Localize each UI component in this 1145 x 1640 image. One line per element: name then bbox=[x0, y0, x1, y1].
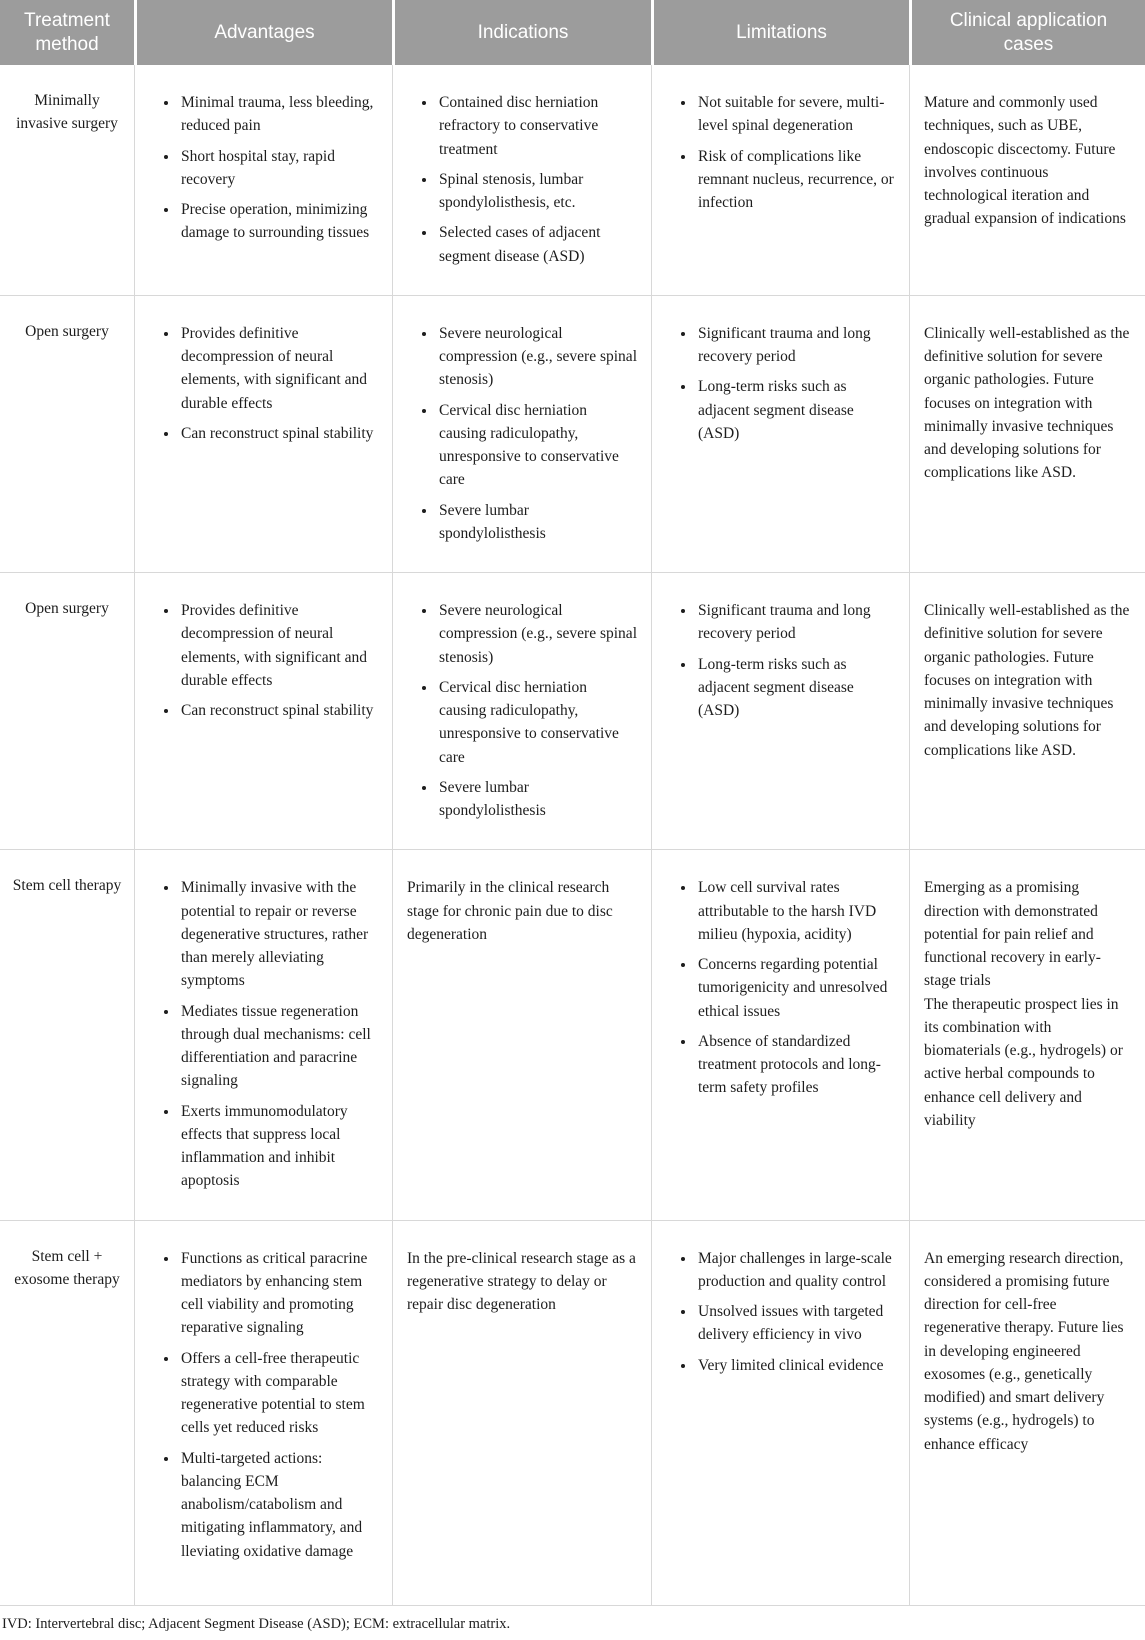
bullet-item: • Short hospital stay, rapid recovery bbox=[179, 145, 378, 192]
bullet-item: • Concerns regarding potential tumorigenicity and unresolved ethical issues bbox=[696, 953, 895, 1023]
bullet-item: • Can reconstruct spinal stability bbox=[179, 422, 378, 445]
cell-indications bbox=[392, 850, 651, 1219]
bullet-item: • Long-term risks such as adjacent segment disease (ASD) bbox=[696, 653, 895, 723]
bullet-item: • Severe lumbar spondylolisthesis bbox=[437, 499, 637, 546]
bullet-list bbox=[149, 91, 378, 245]
column-header-advantages: Advantages bbox=[134, 0, 392, 65]
cell-paragraph: Clinically well-established as the definitive solution for severe organic pathologies. Future focuses on integration with minimally invasive techniques and developing solutions for complications like ASD. bbox=[924, 324, 1130, 482]
column-header-indications: Indications bbox=[392, 0, 651, 65]
cell-paragraph: Emerging as a promising direction with demonstrated potential for pain relief and functional recovery in early-stage trials bbox=[924, 879, 1101, 990]
cell-indications bbox=[392, 296, 651, 572]
bullet-item: • Mediates tissue regeneration through dual mechanisms: cell differentiation and paracrine signaling bbox=[179, 1000, 378, 1093]
bullet-item: • Multi-targeted actions: balancing ECM anabolism/catabolism and mitigating inflammatory, and lleviating oxidative damage bbox=[179, 1447, 378, 1563]
cell-treatment-method: Stem cell therapy bbox=[12, 877, 122, 895]
bullet-item: • Provides definitive decompression of neural elements, with significant and durable effects bbox=[179, 322, 378, 415]
bullet-item: • Major challenges in large-scale production and quality control bbox=[696, 1247, 895, 1294]
cell-limitations bbox=[651, 573, 909, 849]
bullet-item: • Exerts immunomodulatory effects that suppress local inflammation and inhibit apoptosis bbox=[179, 1100, 378, 1193]
bullet-item: • Not suitable for severe, multi-level spinal degeneration bbox=[696, 91, 895, 138]
cell-clinical-application-cases bbox=[909, 850, 1145, 1219]
cell-clinical-application-cases bbox=[909, 296, 1145, 572]
bullet-item: • Minimal trauma, less bleeding, reduced pain bbox=[179, 91, 378, 138]
bullet-item: • Contained disc herniation refractory to conservative treatment bbox=[437, 91, 637, 161]
bullet-list bbox=[149, 876, 378, 1192]
bullet-item: • Cervical disc herniation causing radiculopathy, unresponsive to conservative care bbox=[437, 399, 637, 492]
cell-indications bbox=[392, 573, 651, 849]
table-row bbox=[0, 573, 1145, 850]
cell-clinical-application-cases bbox=[909, 573, 1145, 849]
table-row bbox=[0, 1221, 1145, 1606]
table-row bbox=[0, 850, 1145, 1220]
bullet-list bbox=[666, 599, 895, 722]
bullet-list bbox=[407, 599, 637, 822]
bullet-item: • Low cell survival rates attributable to the harsh IVD milieu (hypoxia, acidity) bbox=[696, 876, 895, 946]
bullet-list bbox=[407, 91, 637, 268]
bullet-item: • Severe neurological compression (e.g., severe spinal stenosis) bbox=[437, 322, 637, 392]
bullet-list bbox=[666, 322, 895, 445]
bullet-list bbox=[666, 876, 895, 1099]
table-row bbox=[0, 296, 1145, 573]
bullet-item: • Can reconstruct spinal stability bbox=[179, 699, 378, 722]
table-footnote: IVD: Intervertebral disc; Adjacent Segment Disease (ASD); ECM: extracellular matrix. bbox=[2, 1615, 511, 1632]
bullet-item: • Long-term risks such as adjacent segment disease (ASD) bbox=[696, 375, 895, 445]
cell-advantages bbox=[134, 1221, 392, 1605]
cell-paragraph: The therapeutic prospect lies in its combination with biomaterials (e.g., hydrogels) or active herbal compounds to enhance cell delivery and viability bbox=[924, 995, 1123, 1129]
column-header-clinical-application-cases: Clinical application cases bbox=[909, 0, 1145, 65]
bullet-list bbox=[666, 1247, 895, 1377]
bullet-item: • Significant trauma and long recovery period bbox=[696, 322, 895, 369]
cell-paragraph: Mature and commonly used techniques, such as UBE, endoscopic discectomy. Future involves continuous technological iteration and gradual expansion of indications bbox=[924, 94, 1126, 228]
bullet-item: • Significant trauma and long recovery period bbox=[696, 599, 895, 646]
bullet-item: • Cervical disc herniation causing radiculopathy, unresponsive to conservative care bbox=[437, 676, 637, 769]
bullet-item: • Selected cases of adjacent segment disease (ASD) bbox=[437, 221, 637, 268]
bullet-list bbox=[407, 322, 637, 545]
cell-paragraph: Clinically well-established as the definitive solution for severe organic pathologies. Future focuses on integration with minimally invasive techniques and developing solutions for complications like ASD. bbox=[924, 602, 1130, 759]
bullet-list bbox=[149, 1247, 378, 1563]
cell-limitations bbox=[651, 850, 909, 1219]
bullet-item: • Precise operation, minimizing damage to surrounding tissues bbox=[179, 198, 378, 245]
table-row bbox=[0, 65, 1145, 296]
bullet-item: • Absence of standardized treatment protocols and long-term safety profiles bbox=[696, 1030, 895, 1100]
cell-advantages bbox=[134, 573, 392, 849]
bullet-item: • Offers a cell-free therapeutic strategy with comparable regenerative potential to stem cells yet reduced risks bbox=[179, 1347, 378, 1440]
cell-indications bbox=[392, 65, 651, 295]
cell-treatment-method: Minimally invasive surgery bbox=[16, 92, 118, 133]
cell-treatment-method: Open surgery bbox=[25, 322, 109, 340]
bullet-item: • Severe lumbar spondylolisthesis bbox=[437, 776, 637, 823]
bullet-list bbox=[149, 322, 378, 445]
cell-advantages bbox=[134, 65, 392, 295]
bullet-item: • Risk of complications like remnant nucleus, recurrence, or infection bbox=[696, 145, 895, 215]
bullet-item: • Unsolved issues with targeted delivery efficiency in vivo bbox=[696, 1300, 895, 1347]
bullet-list bbox=[149, 599, 378, 722]
cell-treatment-method: Stem cell + exosome therapy bbox=[14, 1247, 120, 1288]
table-header-row bbox=[0, 0, 1145, 65]
cell-clinical-application-cases bbox=[909, 1221, 1145, 1605]
cell-advantages bbox=[134, 296, 392, 572]
column-header-treatment-method: Treatment method bbox=[0, 0, 134, 65]
cell-advantages bbox=[134, 850, 392, 1219]
bullet-item: • Severe neurological compression (e.g., severe spinal stenosis) bbox=[437, 599, 637, 669]
cell-treatment-method: Open surgery bbox=[25, 600, 109, 617]
cell-limitations bbox=[651, 1221, 909, 1605]
cell-limitations bbox=[651, 296, 909, 572]
bullet-item: • Functions as critical paracrine mediators by enhancing stem cell viability and promoting reparative signaling bbox=[179, 1247, 378, 1340]
cell-paragraph: In the pre-clinical research stage as a regenerative strategy to delay or repair disc degeneration bbox=[407, 1249, 636, 1313]
bullet-item: • Very limited clinical evidence bbox=[696, 1354, 895, 1377]
bullet-item: • Minimally invasive with the potential to repair or reverse degenerative structures, rather than merely alleviating symptoms bbox=[179, 876, 378, 992]
cell-paragraph: An emerging research direction, considered a promising future direction for cell-free regenerative therapy. Future lies in developing engineered exosomes (e.g., genetically modified) and smart delivery systems (e.g., hydrogels) to enhance efficacy bbox=[924, 1249, 1124, 1453]
table-body bbox=[0, 65, 1145, 1606]
bullet-list bbox=[666, 91, 895, 214]
bullet-item: • Provides definitive decompression of neural elements, with significant and durable effects bbox=[179, 599, 378, 692]
column-header-limitations: Limitations bbox=[651, 0, 909, 65]
cell-limitations bbox=[651, 65, 909, 295]
bullet-item: • Spinal stenosis, lumbar spondylolisthesis, etc. bbox=[437, 168, 637, 215]
cell-paragraph: Primarily in the clinical research stage for chronic pain due to disc degeneration bbox=[407, 879, 613, 943]
cell-indications bbox=[392, 1221, 651, 1605]
cell-clinical-application-cases bbox=[909, 65, 1145, 295]
